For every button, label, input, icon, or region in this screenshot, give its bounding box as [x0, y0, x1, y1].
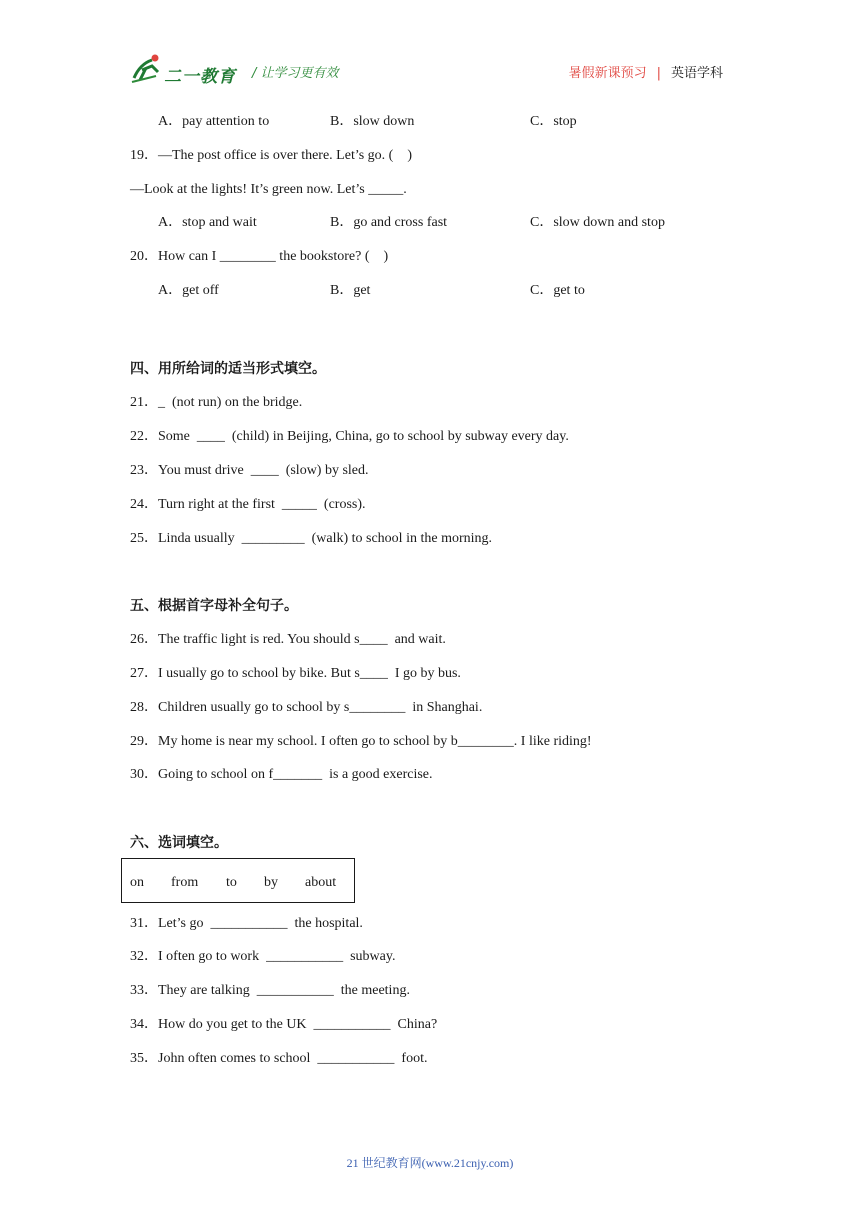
question-23: 23．You must drive ____ (slow) by sled.	[130, 463, 369, 478]
question-29: 29．My home is near my school. I often go to school by b________. I like riding!	[130, 734, 592, 749]
page-header	[0, 0, 860, 100]
section-5-title: 五、根据首字母补全句子。	[130, 598, 298, 614]
word-bank-item: by	[264, 875, 278, 890]
logo	[130, 52, 240, 88]
question-32: 32．I often go to work ___________ subway.	[130, 949, 396, 964]
q18-option-c: C．stop	[530, 114, 577, 129]
question-21: 21．_ (not run) on the bridge.	[130, 395, 303, 410]
question-28: 28．Children usually go to school by s________ in Shanghai.	[130, 700, 483, 715]
question-31: 31．Let’s go ___________ the hospital.	[130, 916, 363, 931]
page-footer: 21 世纪教育网(www.21cnjy.com)	[346, 1156, 514, 1170]
subject-label: 英语学科	[670, 66, 723, 81]
word-bank-box	[121, 858, 355, 903]
q19-option-c: C．slow down and stop	[530, 215, 665, 230]
question-33: 33．They are talking ___________ the meeting.	[130, 983, 410, 998]
header-right	[569, 62, 723, 81]
word-bank-item: to	[226, 875, 237, 890]
course-label: 暑假新课预习	[568, 66, 647, 81]
q19-response: —Look at the lights! It’s green now. Let’s _____.	[130, 182, 407, 197]
q18-option-a: A．pay attention to	[158, 114, 270, 129]
question-26: 26．The traffic light is red. You should s____ and wait.	[130, 632, 446, 647]
q19-option-a: A．stop and wait	[158, 215, 257, 230]
runner-logo-icon	[130, 52, 166, 84]
question-25: 25．Linda usually _________ (walk) to school in the morning.	[130, 531, 493, 546]
question-22: 22．Some ____ (child) in Beijing, China, go to school by subway every day.	[130, 429, 569, 444]
section-4-title: 四、用所给词的适当形式填空。	[130, 361, 326, 377]
word-bank-item: about	[305, 875, 337, 890]
logo-text: 二一教育	[164, 67, 236, 87]
q20-question: 20．How can I ________ the bookstore? ( )	[130, 249, 389, 264]
word-bank-item: on	[130, 875, 144, 890]
question-35: 35．John often comes to school ___________ foot.	[130, 1051, 428, 1066]
question-24: 24．Turn right at the first _____ (cross).	[130, 497, 366, 512]
section-6-title: 六、选词填空。	[130, 835, 228, 851]
q20-option-a: A．get off	[158, 283, 219, 298]
q20-option-c: C．get to	[530, 283, 585, 298]
word-bank-item: from	[171, 875, 199, 890]
slogan: / 让学习更有效	[252, 66, 339, 81]
question-34: 34．How do you get to the UK ___________ China?	[130, 1017, 438, 1032]
question-30: 30．Going to school on f_______ is a good exercise.	[130, 767, 433, 782]
q20-option-b: B．get	[330, 283, 371, 298]
header-divider: |	[656, 66, 661, 81]
q19-option-b: B．go and cross fast	[330, 215, 448, 230]
q19-question: 19．—The post office is over there. Let’s go. ( )	[130, 148, 413, 163]
q18-option-b: B．slow down	[330, 114, 415, 129]
question-27: 27．I usually go to school by bike. But s____ I go by bus.	[130, 666, 461, 681]
